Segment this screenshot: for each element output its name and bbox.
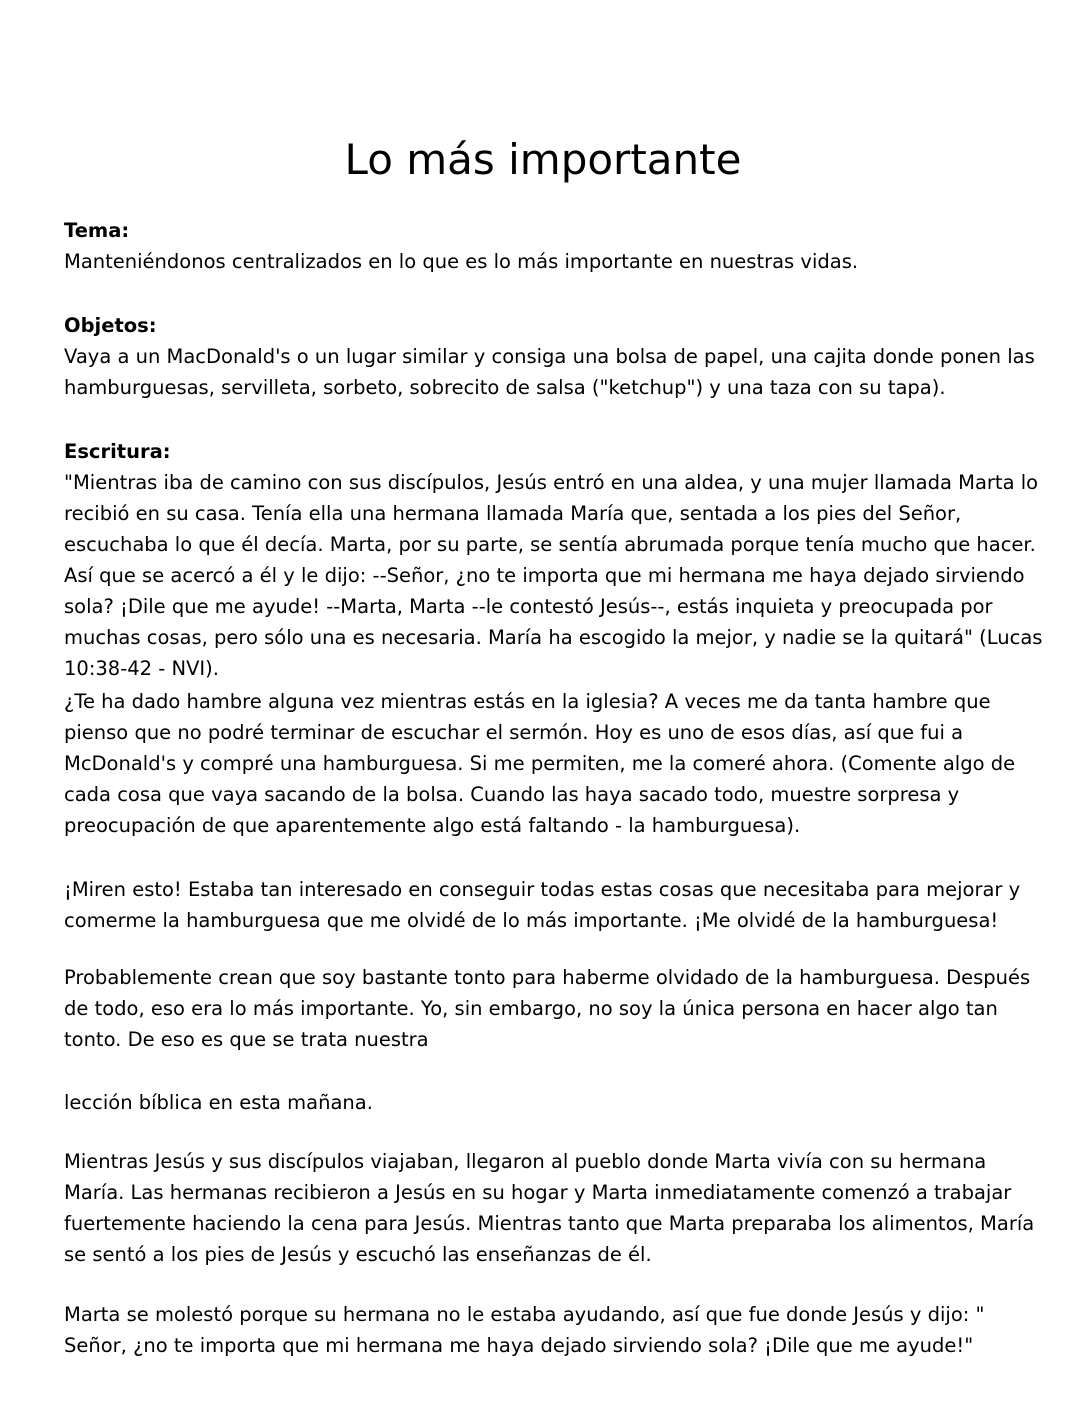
body-paragraph: Probablemente crean que soy bastante tonto para haberme olvidado de la hamburguesa. Después de todo, eso era lo más importante. Yo, sin embargo, no soy la única persona en hacer algo tan tonto. De eso es que se trata nuestra: [64, 966, 1031, 1051]
section-heading: Tema:: [64, 219, 130, 242]
body-paragraph: ¿Te ha dado hambre alguna vez mientras estás en la iglesia? A veces me da tanta hambre que pienso que no podré terminar de escuchar el sermón. Hoy es uno de esos días, así que fui a McDonald's y compré una hamburguesa. Si me permiten, me la comeré ahora. (Comente algo de cada cosa que vaya sacando de la bolsa. Cuando las haya sacado todo, muestre sorpresa y preocupación de que aparentemente algo está faltando - la hamburguesa).: [64, 690, 1016, 837]
section-text: Vaya a un MacDonald's o un lugar similar y consiga una bolsa de papel, una cajita donde ponen las hamburguesas, servilleta, sorbeto, sobrecito de salsa ("ketchup") y una taza con su tapa).: [64, 345, 1035, 399]
body-paragraph: Marta se molestó porque su hermana no le estaba ayudando, así que fue donde Jesús y dijo: " Señor, ¿no te importa que mi hermana me haya dejado sirviendo sola? ¡Dile que me ayude!": [64, 1303, 985, 1357]
section-text: "Mientras iba de camino con sus discípulos, Jesús entró en una aldea, y una mujer llamada Marta lo recibió en su casa. Tenía ella una hermana llamada María que, sentada a los pies del Señor, escuchaba lo que él decía. Marta, por su parte, se sentía abrumada porque tenía mucho que hacer. Así que se acercó a él y le dijo: --Señor, ¿no te importa que mi hermana me haya dejado sirviendo sola? ¡Dile que me ayude! --Marta, Marta --le contestó Jesús--, estás inquieta y preocupada por muchas cosas, pero sólo una es necesaria. María ha escogido la mejor, y nadie se la quitará" (Lucas 10:38-42 - NVI).: [64, 471, 1043, 680]
section-objetos: [64, 310, 1044, 403]
body-paragraph: lección bíblica en esta mañana.: [64, 1091, 373, 1114]
page-title: Lo más importante: [344, 135, 742, 184]
body-paragraph: ¡Miren esto! Estaba tan interesado en conseguir todas estas cosas que necesitaba para mejorar y comerme la hamburguesa que me olvidé de lo más importante. ¡Me olvidé de la hamburguesa!: [64, 878, 1021, 932]
body-paragraph: Mientras Jesús y sus discípulos viajaban, llegaron al pueblo donde Marta vivía con su hermana María. Las hermanas recibieron a Jesús en su hogar y Marta inmediatamente comenzó a trabajar fuertemente haciendo la cena para Jesús. Mientras tanto que Marta preparaba los alimentos, María se sentó a los pies de Jesús y escuchó las enseñanzas de él.: [64, 1150, 1035, 1266]
section-escritura: [64, 436, 1044, 684]
section-tema: [64, 215, 1044, 277]
section-text: Manteniéndonos centralizados en lo que es lo más importante en nuestras vidas.: [64, 250, 859, 273]
section-heading: Objetos:: [64, 314, 157, 337]
section-heading: Escritura:: [64, 440, 171, 463]
